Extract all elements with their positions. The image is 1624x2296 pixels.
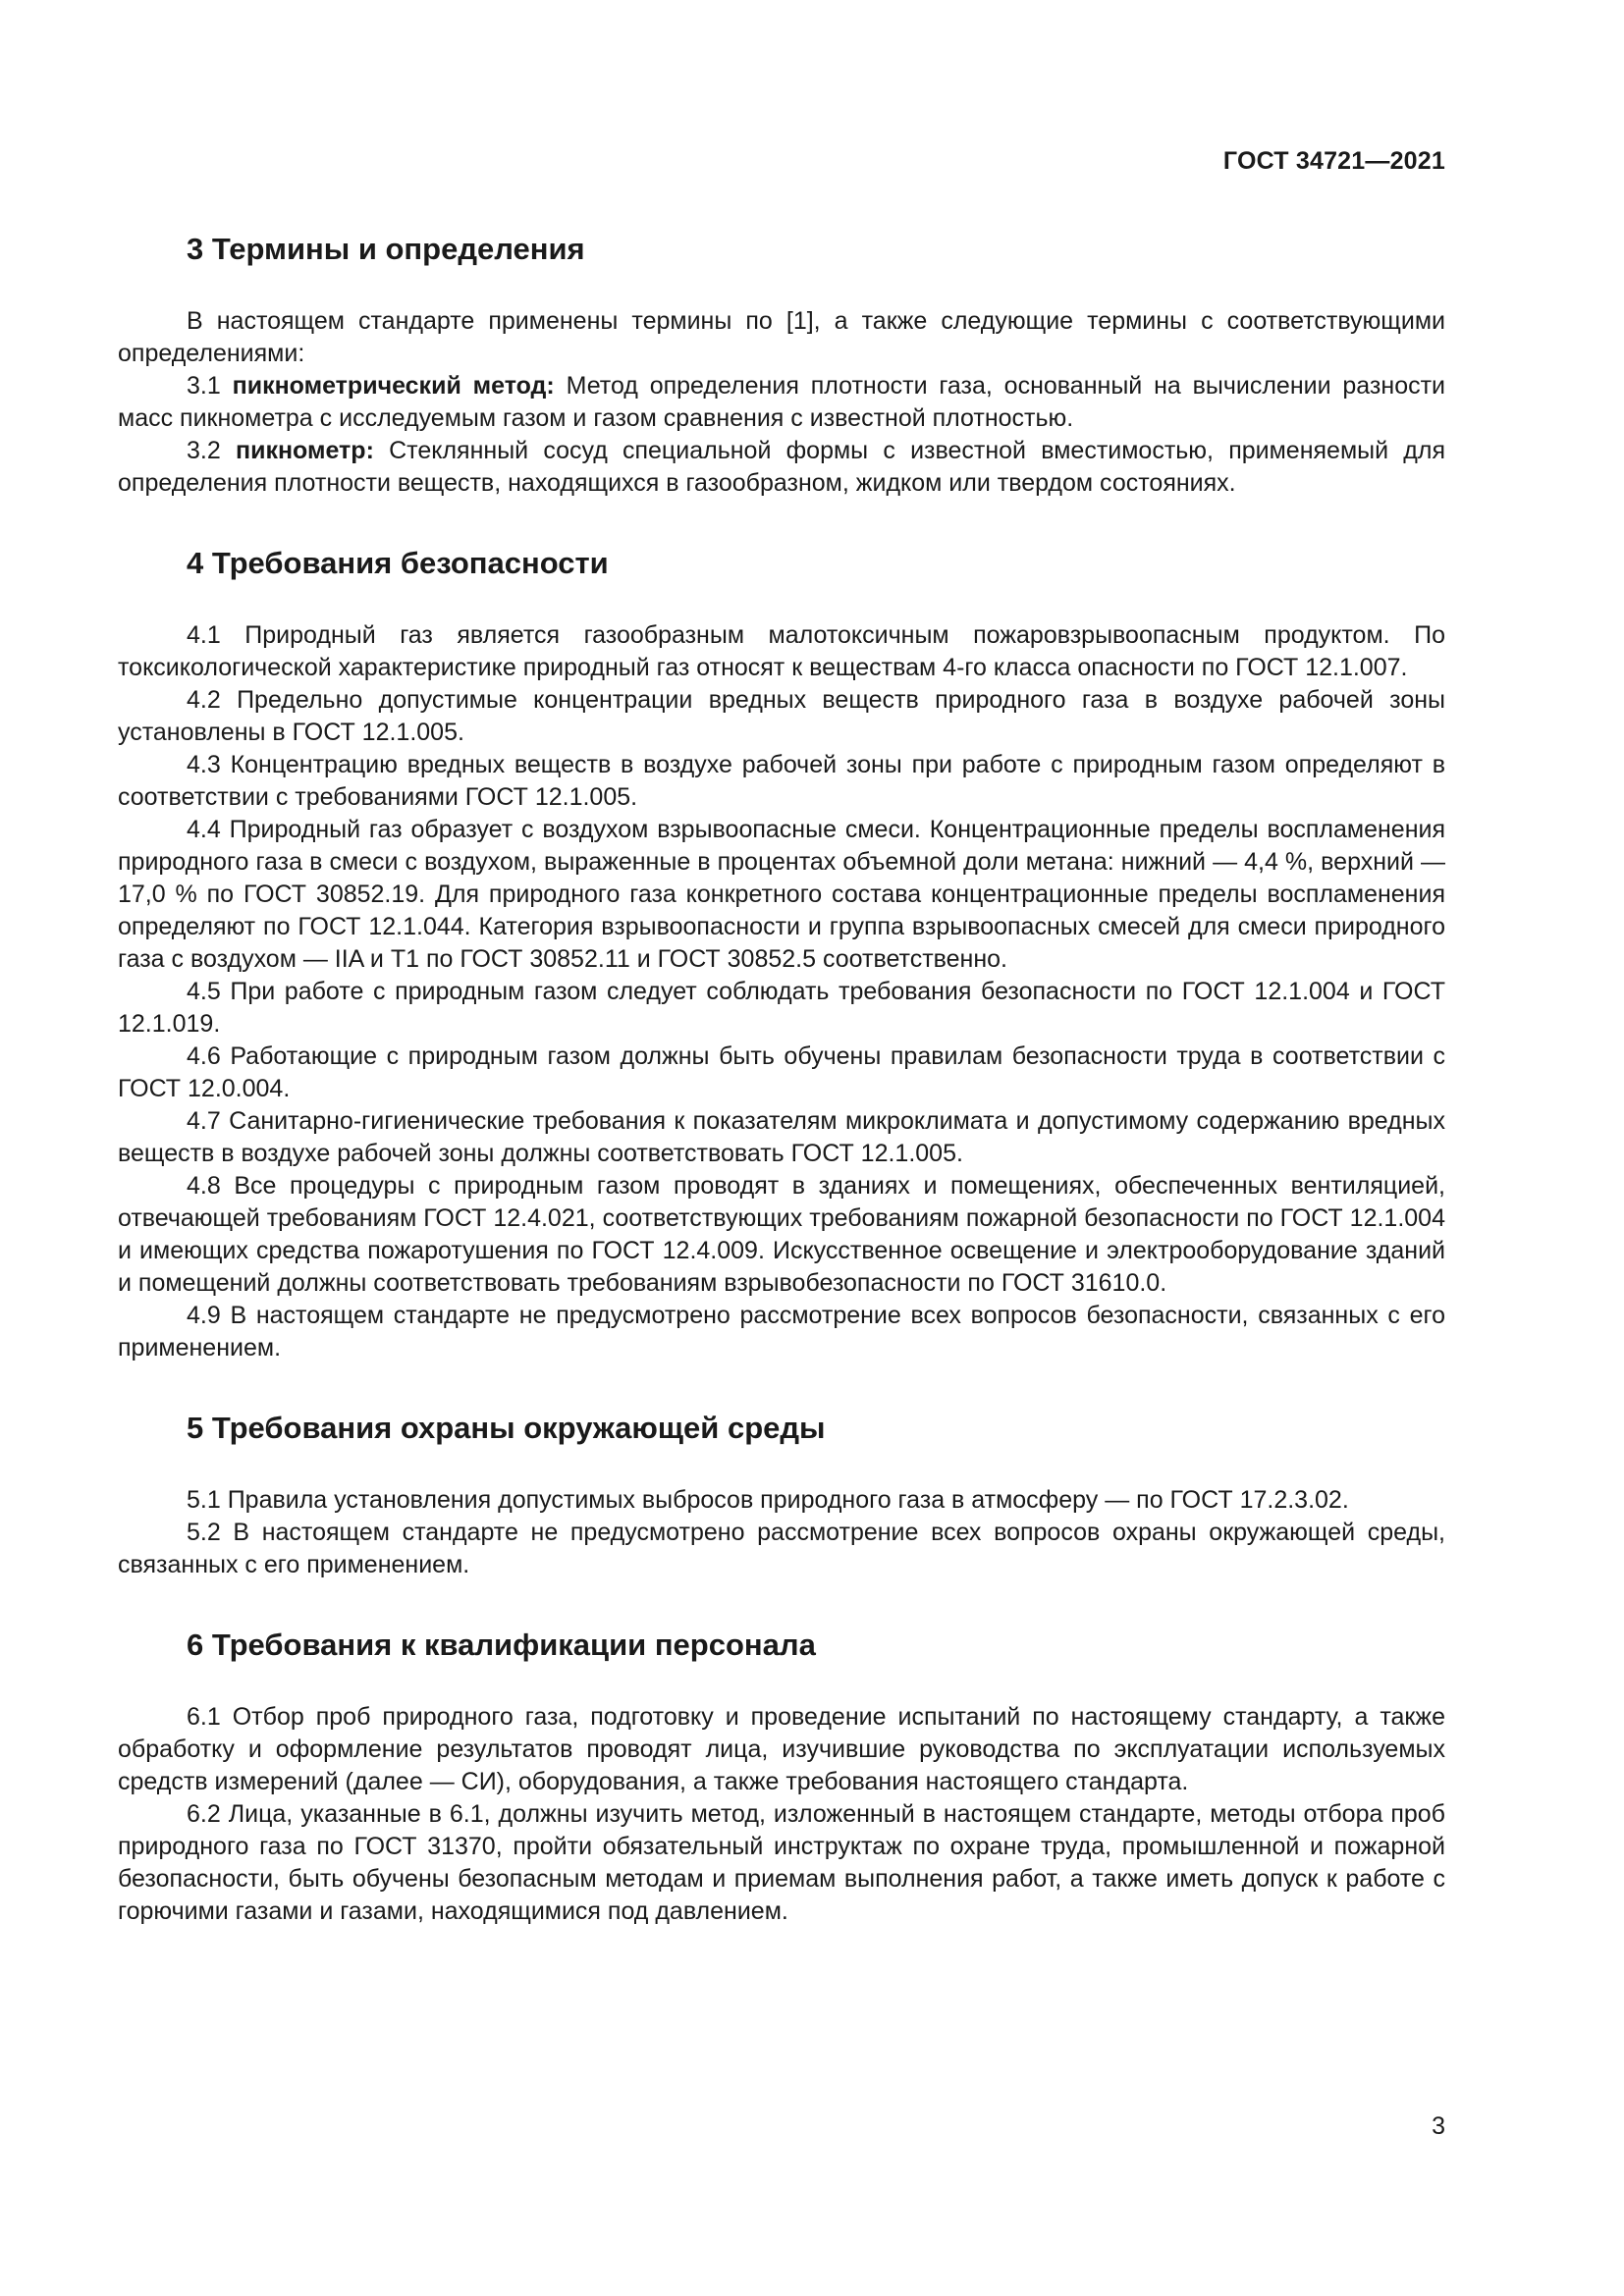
page-number: 3 — [1432, 2112, 1445, 2140]
clause-text: 4.5 При работе с природным газом следует соблюдать требования безопасности по ГОСТ 12.1.004 и ГОСТ 12.1.019. — [118, 978, 1445, 1038]
section-heading: 4 Требования безопасности — [187, 546, 609, 580]
clause-paragraph — [118, 684, 1445, 749]
clause-paragraph — [118, 1701, 1445, 1798]
clause-number: 3.2 — [187, 437, 236, 464]
term-name: пикнометр: — [235, 437, 374, 464]
clause-text: 5.1 Правила установления допустимых выбросов природного газа в атмосферу — по ГОСТ 17.2.3.02. — [187, 1486, 1349, 1514]
clause-text: 4.1 Природный газ является газообразным малотоксичным пожаровзрывоопасным продуктом. По токсикологической характеристике природный газ относят к веществам 4-го класса опасности по ГОСТ 12.1.007. — [118, 621, 1445, 681]
term-name: пикнометрический метод: — [232, 372, 555, 400]
section-heading: 5 Требования охраны окружающей среды — [187, 1411, 826, 1445]
clause-text: Метод определения плотности газа, основанный на вычислении разности масс пикнометра с исследуемым газом и газом сравнения с известной плотностью. — [118, 372, 1446, 432]
clause-paragraph — [118, 1170, 1445, 1300]
clause-paragraph — [118, 814, 1445, 976]
clause-text: 4.6 Работающие с природным газом должны быть обучены правилам безопасности труда в соответствии с ГОСТ 12.0.004. — [118, 1042, 1445, 1102]
clause-text: 4.4 Природный газ образует с воздухом взрывоопасные смеси. Концентрационные пределы воспламенения природного газа в смеси с воздухом, выраженные в процентах объемной доли метана: нижний — 4,4 %, верхний — 17,0 % по ГОСТ 30852.19. Для природного газа конкретного состава концентрационные пределы воспламенения определяют по ГОСТ 12.1.044. Категория взрывоопасности и группа взрывоопасных смесей для смеси природного газа с воздухом — IIA и Т1 по ГОСТ 30852.11 и ГОСТ 30852.5 соответственно. — [118, 816, 1445, 973]
clause-text: Стеклянный сосуд специальной формы с известной вместимостью, применяемый для определения плотности веществ, находящихся в газообразном, жидком или твердом состояниях. — [118, 437, 1445, 497]
clause-paragraph — [118, 749, 1445, 814]
clause-text: 4.8 Все процедуры с природным газом проводят в зданиях и помещениях, обеспеченных вентиляцией, отвечающей требованиям ГОСТ 12.4.021, соответствующих требованиям пожарной безопасности по ГОСТ 12.1.004 и имеющих средства пожаротушения по ГОСТ 12.4.009. Искусственное освещение и электрооборудование зданий и помещений должны соответствовать требованиям взрывобезопасности по ГОСТ 31610.0. — [118, 1172, 1445, 1297]
clause-paragraph — [118, 305, 1445, 370]
clause-number: 3.1 — [187, 372, 233, 400]
clause-text: 4.3 Концентрацию вредных веществ в воздухе рабочей зоны при работе с природным газом определяют в соответствии с требованиями ГОСТ 12.1.005. — [118, 751, 1445, 811]
section — [118, 1410, 1445, 1581]
clause-paragraph — [118, 976, 1445, 1041]
section-heading: 6 Требования к квалификации персонала — [187, 1628, 816, 1662]
clause-paragraph — [118, 1041, 1445, 1105]
clause-paragraph — [118, 1105, 1445, 1170]
clause-text: В настоящем стандарте применены термины по [1], а также следующие термины с соответствующими определениями: — [118, 307, 1445, 367]
clause-paragraph — [118, 1517, 1445, 1581]
clause-text: 5.2 В настоящем стандарте не предусмотрено рассмотрение всех вопросов охраны окружающей среды, связанных с его применением. — [118, 1519, 1445, 1578]
section — [118, 545, 1445, 1364]
clause-text: 4.7 Санитарно-гигиенические требования к показателям микроклимата и допустимому содержанию вредных веществ в воздухе рабочей зоны должны соответствовать ГОСТ 12.1.005. — [118, 1107, 1445, 1167]
clause-paragraph — [118, 1300, 1445, 1364]
clause-text: 4.2 Предельно допустимые концентрации вредных веществ природного газа в воздухе рабочей зоны установлены в ГОСТ 12.1.005. — [118, 686, 1445, 746]
section — [118, 1627, 1445, 1928]
clause-paragraph — [118, 1798, 1445, 1928]
section — [118, 231, 1445, 500]
clause-paragraph — [118, 1484, 1445, 1517]
clause-paragraph — [118, 619, 1445, 684]
clause-text: 6.1 Отбор проб природного газа, подготовку и проведение испытаний по настоящему стандарту, а также обработку и оформление результатов проводят лица, изучившие руководства по эксплуатации используемых средств измерений (далее — СИ), оборудования, а также требования настоящего стандарта. — [118, 1703, 1445, 1795]
clause-text: 6.2 Лица, указанные в 6.1, должны изучить метод, изложенный в настоящем стандарте, методы отбора проб природного газа по ГОСТ 31370, пройти обязательный инструктаж по охране труда, промышленной и пожарной безопасности, быть обучены безопасным методам и приемам выполнения работ, а также иметь допуск к работе с горючими газами и газами, находящимися под давлением. — [118, 1800, 1445, 1925]
clause-paragraph — [118, 435, 1445, 500]
clause-text: 4.9 В настоящем стандарте не предусмотрено рассмотрение всех вопросов безопасности, связанных с его применением. — [118, 1302, 1445, 1362]
document-code: ГОСТ 34721—2021 — [1222, 147, 1445, 175]
clause-paragraph — [118, 370, 1445, 435]
sections-container — [118, 231, 1445, 1928]
section-heading: 3 Термины и определения — [187, 232, 585, 266]
